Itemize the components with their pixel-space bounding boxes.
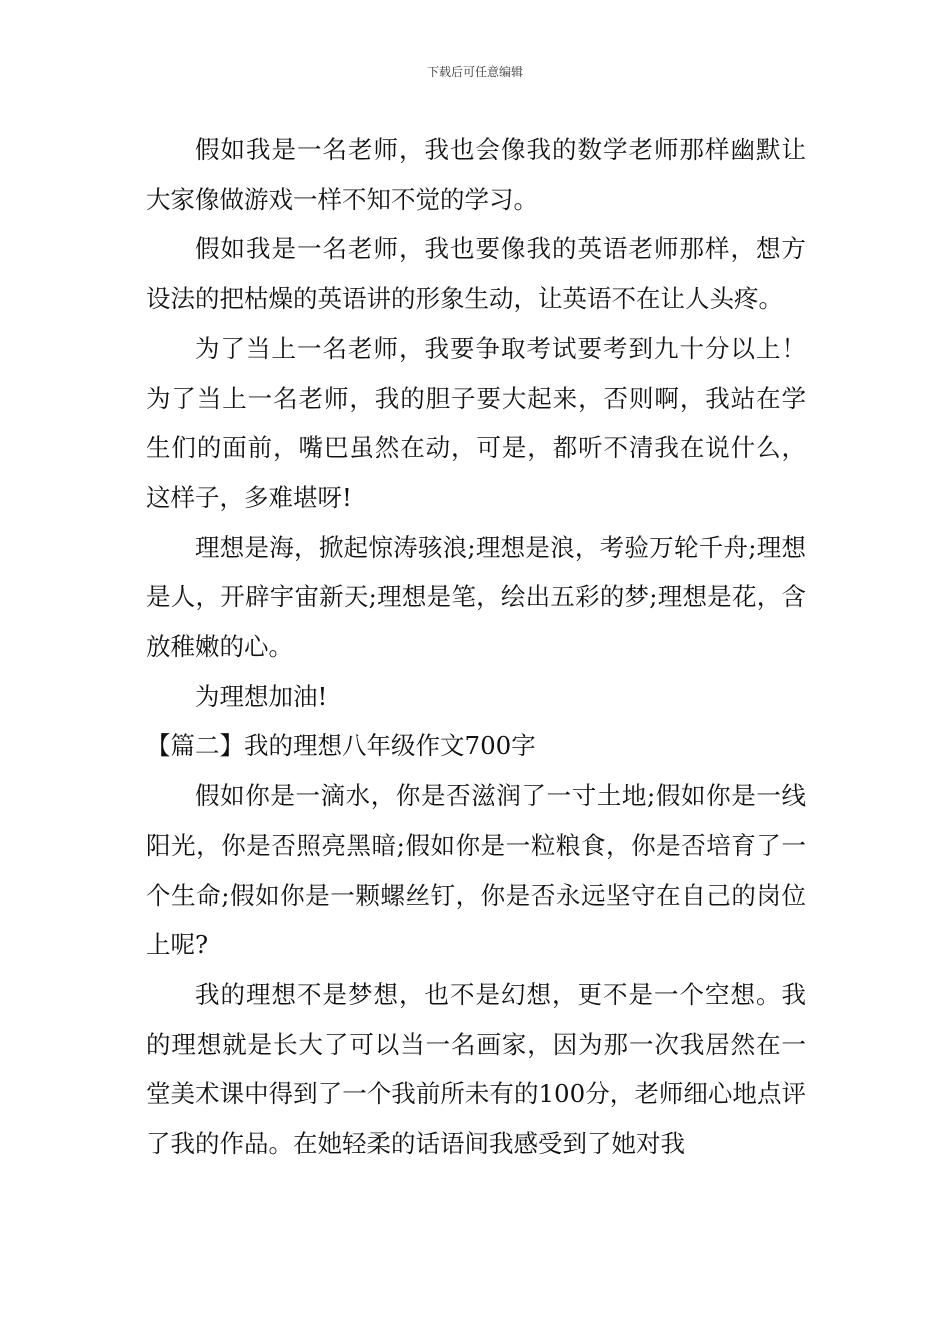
paragraph-become-teacher: 为了当上一名老师，我要争取考试要考到九十分以上！为了当上一名老师，我的胆子要大起来，否则啊，我站在学生们的面前，嘴巴虽然在动，可是，都听不清我在说什么，这样子，多难堪呀! [146, 333, 806, 512]
document-body [146, 125, 806, 1169]
paragraph-painter: 我的理想不是梦想，也不是幻想，更不是一个空想。我的理想就是长大了可以当一名画家，因为那一次我居然在一堂美术课中得到了一个我前所未有的100分，老师细心地点评了我的作品。在她轻柔的话语间我感受到了她对我 [146, 979, 806, 1159]
paragraph-ideal-metaphors: 理想是海，掀起惊涛骇浪;理想是浪，考验万轮千舟;理想是人，开辟宇宙新天;理想是笔，绘出五彩的梦;理想是花，含放稚嫩的心。 [146, 532, 806, 662]
paragraph-math-teacher: 假如我是一名老师，我也会像我的数学老师那样幽默让大家像做游戏一样不知不觉的学习。 [146, 135, 806, 214]
paragraph-english-teacher: 假如我是一名老师，我也要像我的英语老师那样，想方设法的把枯燥的英语讲的形象生动，让英语不在让人头疼。 [146, 234, 806, 314]
paragraph-cheer: 为理想加油! [195, 681, 328, 711]
page-header-note: 下载后可任意编辑 [426, 65, 523, 79]
section-heading: 【篇二】我的理想八年级作文700字 [146, 731, 536, 761]
paragraph-water-drop: 假如你是一滴水，你是否滋润了一寸土地;假如你是一线阳光，你是否照亮黑暗;假如你是一粒粮食，你是否培育了一个生命;假如你是一颗螺丝钉，你是否永远坚守在自己的岗位上呢? [146, 781, 806, 960]
